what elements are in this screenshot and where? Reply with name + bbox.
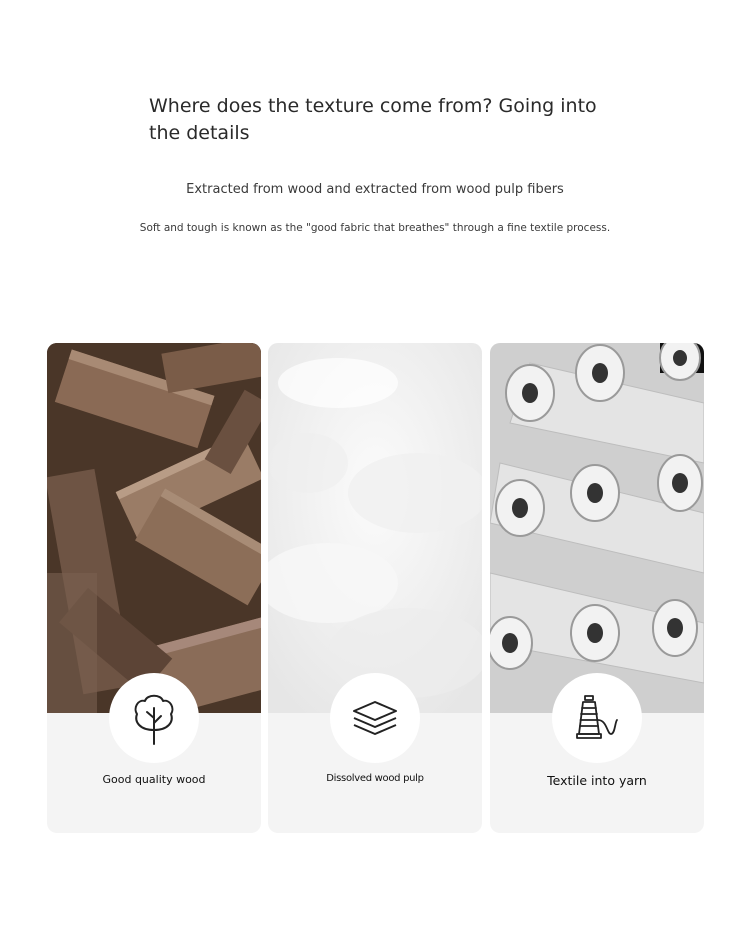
layers-icon bbox=[330, 673, 420, 763]
card-label: Dissolved wood pulp bbox=[326, 773, 424, 784]
tree-icon bbox=[109, 673, 199, 763]
card-label: Good quality wood bbox=[102, 773, 206, 786]
process-card-pulp bbox=[268, 343, 482, 833]
yarn-spools-photo bbox=[490, 343, 704, 713]
wood-chips-photo bbox=[47, 343, 261, 713]
thread-spool-icon bbox=[552, 673, 642, 763]
process-card-yarn bbox=[490, 343, 704, 833]
process-card-wood bbox=[47, 343, 261, 833]
card-label: Textile into yarn bbox=[547, 773, 647, 788]
wood-pulp-photo bbox=[268, 343, 482, 713]
section-description: Soft and tough is known as the "good fabric that breathes" through a fine textile process. bbox=[139, 222, 611, 234]
section-subtitle: Extracted from wood and extracted from wood pulp fibers bbox=[186, 182, 564, 197]
section-title: Where does the texture come from? Going into the details bbox=[149, 95, 597, 144]
